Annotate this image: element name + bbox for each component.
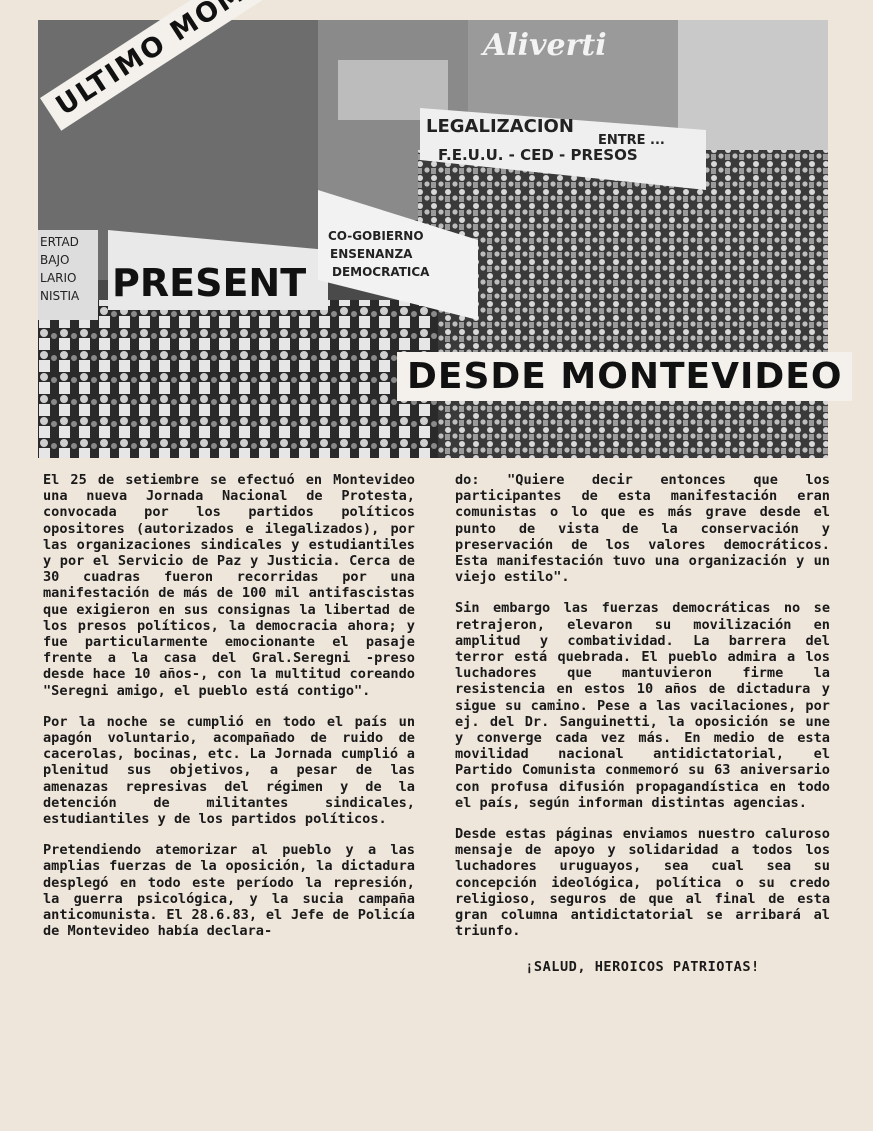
shop-sign: Aliverti	[483, 28, 607, 63]
closing-salute: ¡SALUD, HEROICOS PATRIOTAS!	[525, 959, 760, 976]
banner-mid-2: ENSENANZA	[330, 247, 413, 261]
paragraph: do: "Quiere decir entonces que los participantes de esta manifestación eran comunistas o lo que es más grave desde el punto de vista de la conservación y preservación de los valores democráticos. Esta manifestación tuvo una organización y un viejo estilo".	[455, 472, 830, 586]
article-right-column	[455, 472, 830, 976]
headline-tag: ULTIMO	[40, 0, 338, 131]
small-sign-2: BAJO	[40, 253, 70, 267]
banner-present: PRESENT	[112, 261, 307, 305]
banner-mid-1: CO-GOBIERNO	[328, 229, 424, 243]
banner-top-2: ENTRE ...	[598, 133, 665, 148]
paragraph: Pretendiendo atemorizar al pueblo y a las amplias fuerzas de la oposición, la dictadura desplegó en todo este período la represión, la guerra psicológica, y la sucia campaña anticomunista. El 28.6.83, el Jefe de Policía de Montevideo había declara-	[43, 842, 415, 940]
banner-top-1: LEGALIZACION	[426, 116, 574, 137]
paragraph: Desde estas páginas enviamos nuestro caluroso mensaje de apoyo y solidaridad a todos los luchadores uruguayos, sea cual sea su concepción ideológica, política o su credo religioso, seguros de que al final de esta gran columna antidictatorial se arribará al triunfo.	[455, 826, 830, 940]
banner-top-3: F.E.U.U. - CED - PRESOS	[438, 146, 638, 164]
article-left-column	[43, 472, 415, 954]
small-sign-1: ERTAD	[40, 235, 79, 249]
small-sign-3: LARIO	[40, 271, 77, 285]
headline-main: DESDE MONTEVIDEO	[397, 352, 852, 401]
paragraph: Sin embargo las fuerzas democráticas no se retrajeron, elevaron su movilización en amplitud y combatividad. La barrera del terror está quebrada. El pueblo admira a los luchadores que mantuvieron firme la resistencia en estos 10 años de dictadura y sigue su camino. Pese a las vacilaciones, por ej. del Dr. Sanguinetti, la oposición se une y converge cada vez más. En medio de esta movilidad nacional antidictatorial, el Partido Comunista conmemoró su 63 aniversario con profusa difusión propagandística en todo el país, según informan distintas agencias.	[455, 600, 830, 811]
paragraph: El 25 de setiembre se efectuó en Montevideo una nueva Jornada Nacional de Protesta, convocada por los partidos políticos opositores (autorizados e ilegalizados), por las organizaciones sindicales y estudiantiles y por el Servicio de Paz y Justicia. Cerca de 30 cuadras fueron recorridas por una manifestación de más de 100 mil antifascistas que exigieron en sus consignas la libertad de los presos políticos, la democracia ahora; y fue particularmente emocionante el pasaje frente a la casa del Gral.Seregni -preso desde hace 10 años-, con la multitud coreando "Seregni amigo, el pueblo está contigo".	[43, 472, 415, 699]
paragraph: Por la noche se cumplió en todo el país un apagón voluntario, acompañado de ruido de cacerolas, bocinas, etc. La Jornada cumplió a plenitud sus objetivos, a pesar de las amenazas represivas del régimen y de la detención de militantes sindicales, estudiantiles y de los partidos políticos.	[43, 713, 415, 828]
banner-mid-3: DEMOCRATICA	[332, 265, 430, 279]
small-sign-4: NISTIA	[40, 289, 80, 303]
